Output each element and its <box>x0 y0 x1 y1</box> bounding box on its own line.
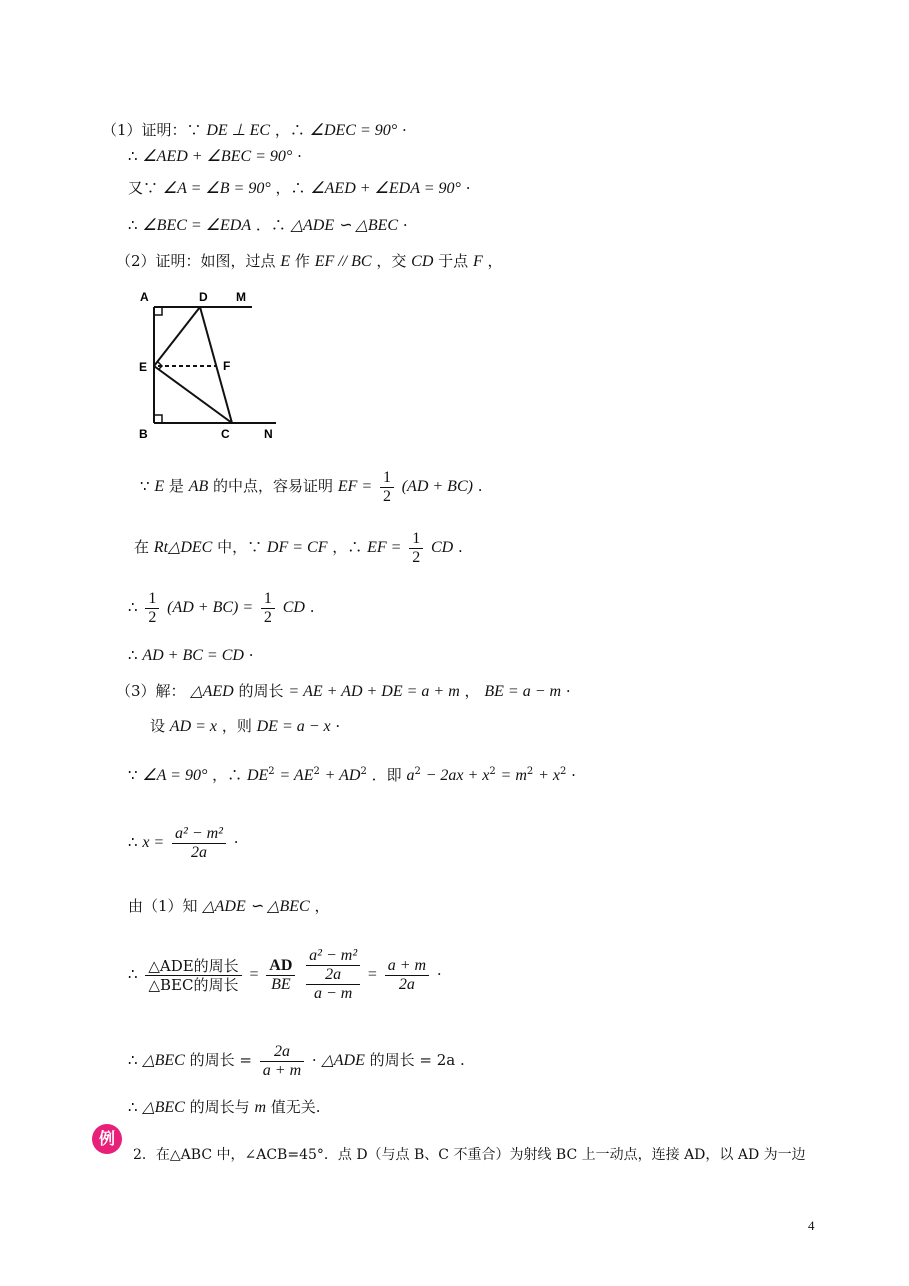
p3-line1 <box>116 681 571 702</box>
p2-l5-end: · <box>248 646 254 664</box>
p1-line4 <box>128 215 408 236</box>
p3-l2-text2: ，则 <box>221 717 252 735</box>
p3-l3-math: ∠A = 90° <box>142 767 208 784</box>
p2-l3-end: . <box>457 538 463 556</box>
p2-l3-text: 在 <box>134 538 150 556</box>
p2-l2-text: 是 <box>168 477 184 495</box>
p3-l3-math6: − 2ax + x <box>425 767 490 784</box>
p1-l3-text: 又∵ <box>128 179 159 197</box>
p3-l3-math5: a <box>406 767 415 784</box>
p2-line4 <box>128 587 315 628</box>
fraction-num: 1 <box>145 590 159 609</box>
label-e: E <box>139 360 148 374</box>
p3-l8-math: △BEC <box>142 1099 185 1116</box>
p3-l5-end: ， <box>314 897 330 915</box>
segment-ec <box>154 366 232 423</box>
p1-line2 <box>128 146 302 167</box>
fraction-den: BE <box>271 975 291 993</box>
fraction-inner-den: 2a <box>306 966 360 985</box>
p3-l3-text: ，∴ <box>212 766 243 784</box>
p3-l3-end: · <box>571 766 576 784</box>
superscript-2: 2 <box>489 766 496 777</box>
fraction-den: a + m <box>262 1061 302 1079</box>
fraction-half <box>409 530 423 567</box>
equals: = <box>249 966 259 983</box>
label-f: F <box>223 359 231 373</box>
p2-l3-math4: CD <box>430 539 454 556</box>
p3-l1-text: （3）解： <box>116 682 186 700</box>
p3-l1-text3: ， <box>464 682 480 700</box>
therefore: ∴ <box>128 598 138 616</box>
p1-l2-math: ∠AED + ∠BEC = 90° <box>142 148 293 165</box>
p3-l3-math4: + AD <box>324 767 361 784</box>
p3-l1-end: · <box>565 682 571 700</box>
page-number: 4 <box>808 1218 815 1233</box>
fraction-x <box>172 825 226 862</box>
fraction-den: 2 <box>148 608 157 626</box>
equals: = <box>367 966 377 983</box>
superscript-2: 2 <box>559 766 567 777</box>
p3-l3-math7: = m <box>500 767 527 784</box>
p3-l8-text: 的周长与 <box>189 1098 250 1116</box>
p3-line4 <box>128 822 239 863</box>
p2-l5-math: AD + BC = CD <box>142 647 244 664</box>
fraction-den: a − m <box>313 985 353 1002</box>
therefore: ∴ <box>128 965 138 983</box>
p2-line5 <box>128 645 253 666</box>
fraction-half <box>261 590 275 627</box>
p3-l1-math: △AED <box>190 683 234 700</box>
p3-line5 <box>128 896 329 917</box>
p3-l7-text2: 的周长 = 2a <box>369 1051 456 1069</box>
p2-l1-end: ， <box>487 252 503 270</box>
p3-l2-text: 设 <box>150 717 166 735</box>
p3-l4-end: · <box>233 833 239 851</box>
superscript-2: 2 <box>313 766 320 777</box>
fraction-den: 2a <box>398 975 415 993</box>
p2-l4-math: (AD + BC) = <box>167 599 254 616</box>
therefore: ∴ <box>128 1051 138 1069</box>
p1-line3 <box>128 178 470 199</box>
label-a: A <box>140 290 149 304</box>
fraction-num: 1 <box>409 530 423 549</box>
superscript-2: 2 <box>414 766 421 777</box>
therefore: ∴ <box>128 147 138 165</box>
p1-l4-text: ．∴ <box>255 216 286 234</box>
p1-l1-math: DE ⊥ EC <box>206 122 271 139</box>
p3-l3-math3: = AE <box>279 767 314 784</box>
fraction-num: 1 <box>380 469 394 488</box>
fraction-den: △BEC的周长 <box>148 975 239 994</box>
fraction-den: 2 <box>263 608 272 626</box>
p3-l8-text2: 值无关. <box>270 1098 321 1116</box>
p3-l7-text: 的周长 = <box>189 1051 252 1069</box>
fraction-den: 2 <box>382 487 391 505</box>
therefore: ∴ <box>128 216 138 234</box>
p2-l1-math: E <box>280 253 291 270</box>
p2-l3-math: Rt△DEC <box>153 539 213 556</box>
p3-l7-end: . <box>460 1051 465 1069</box>
p2-l2-math4: (AD + BC) <box>401 478 473 495</box>
because: ∵ <box>140 477 150 495</box>
fraction-compound <box>306 947 360 1003</box>
fraction-ad-be <box>266 957 295 994</box>
p1-l4-end: · <box>402 216 408 234</box>
p2-l3-text3: ，∴ <box>332 538 363 556</box>
p3-l2-math2: DE = a − x <box>256 718 331 735</box>
fraction-num: a + m <box>385 957 429 976</box>
right-angle-b <box>154 415 162 423</box>
superscript-2: 2 <box>360 766 367 777</box>
p3-l3-text2: ．即 <box>371 766 402 784</box>
fraction-num: a² − m² <box>172 825 226 844</box>
p2-l2-math3: EF = <box>337 478 373 495</box>
fraction-2a <box>260 1043 304 1080</box>
label-m: M <box>236 290 246 304</box>
p3-l2-math: AD = x <box>169 718 218 735</box>
p3-l3-math2: DE <box>246 767 269 784</box>
p2-l4-math2: CD <box>282 599 305 616</box>
p2-l1-text4: 于点 <box>438 252 469 270</box>
because: ∵ <box>128 766 138 784</box>
p1-l4-math2: △ADE ∽ △BEC <box>290 217 399 234</box>
p2-line2 <box>140 466 483 507</box>
p2-line1 <box>116 251 503 272</box>
therefore: ∴ <box>128 1098 138 1116</box>
superscript-2: 2 <box>268 766 275 777</box>
fraction-num: △ADE的周长 <box>145 957 241 976</box>
p3-l3-math8: + x <box>538 767 560 784</box>
p2-l3-text2: 中，∵ <box>217 538 263 556</box>
fraction-den: 2a <box>190 843 207 861</box>
therefore: ∴ <box>128 833 138 851</box>
fraction-inner-num: a² − m² <box>306 947 360 966</box>
p2-l4-end: . <box>309 598 315 616</box>
p3-l1-text2: 的周长 <box>238 682 284 700</box>
label-d: D <box>199 290 208 304</box>
label-c: C <box>221 427 230 441</box>
p2-l1-text: （2）证明：如图，过点 <box>116 252 276 270</box>
fraction-perimeter-ratio <box>145 957 241 994</box>
p1-l3-end: · <box>465 179 471 197</box>
p3-l6-end: · <box>436 965 442 983</box>
fraction-half <box>145 590 159 627</box>
fraction-num: AD <box>266 957 295 976</box>
p1-l1-text: （1）证明：∵ <box>102 121 202 139</box>
fraction-num: 1 <box>261 590 275 609</box>
right-angle-a <box>154 307 162 315</box>
p1-l2-end: · <box>297 147 302 165</box>
p3-l8-math2: m <box>254 1099 266 1116</box>
p2-l2-end: . <box>477 477 483 495</box>
p2-l1-math4: F <box>472 253 483 270</box>
p3-line7 <box>128 1040 465 1081</box>
p3-line8 <box>128 1097 321 1118</box>
example-badge: 例 <box>92 1124 122 1154</box>
p1-l4-math: ∠BEC = ∠EDA <box>142 217 252 234</box>
p1-l3-math: ∠A = ∠B = 90° <box>162 180 271 197</box>
fraction-den: 2 <box>412 548 421 566</box>
p3-line6 <box>128 944 442 1005</box>
p2-l1-text2: 作 <box>294 252 310 270</box>
p3-l1-math3: BE = a − m <box>484 683 562 700</box>
example-2-text: 2．在△ABC 中，∠ACB=45°．点 D（与点 B、C 不重合）为射线 BC 上一动点，连接 AD，以 AD 为一边 <box>133 1147 806 1163</box>
label-n: N <box>264 427 273 441</box>
segment-ed <box>154 307 200 366</box>
p2-l1-text3: ，交 <box>376 252 407 270</box>
p2-l1-math3: CD <box>411 253 434 270</box>
p1-l1-math2: ∠DEC = 90° <box>309 122 398 139</box>
p3-line3 <box>128 762 576 786</box>
p3-l1-math2: = AE + AD + DE = a + m <box>288 683 460 700</box>
dot: · <box>311 1051 317 1069</box>
p1-l3-math2: ∠AED + ∠EDA = 90° <box>310 180 461 197</box>
fraction-num: 2a <box>260 1043 304 1062</box>
p1-l1-end: · <box>401 121 407 139</box>
p2-l2-text2: 的中点，容易证明 <box>213 477 334 495</box>
p2-l2-math2: AB <box>188 478 209 495</box>
p3-l4-math: x = <box>142 834 165 851</box>
p2-l2-math: E <box>154 478 165 495</box>
superscript-2: 2 <box>526 766 534 777</box>
therefore: ∴ <box>128 646 138 664</box>
p3-l7-math2: △ADE <box>321 1052 365 1069</box>
p3-l2-end: · <box>335 717 341 735</box>
label-b: B <box>139 427 148 441</box>
p3-line2 <box>150 716 340 737</box>
fraction-half <box>380 469 394 506</box>
p1-l1-text2: ，∴ <box>274 121 305 139</box>
fraction-result <box>385 957 429 994</box>
p3-l5-text: 由（1）知 <box>128 897 198 915</box>
p2-l3-math2: DF = CF <box>266 539 328 556</box>
p3-l5-math: △ADE ∽ △BEC <box>202 898 310 915</box>
p1-line1 <box>102 120 407 141</box>
p3-l7-math: △BEC <box>142 1052 185 1069</box>
p2-l1-math2: EF // BC <box>314 253 372 270</box>
p2-l3-math3: EF = <box>367 539 402 556</box>
p1-l3-text2: ，∴ <box>275 179 306 197</box>
geometry-diagram <box>132 284 282 444</box>
p2-line3 <box>134 527 463 568</box>
